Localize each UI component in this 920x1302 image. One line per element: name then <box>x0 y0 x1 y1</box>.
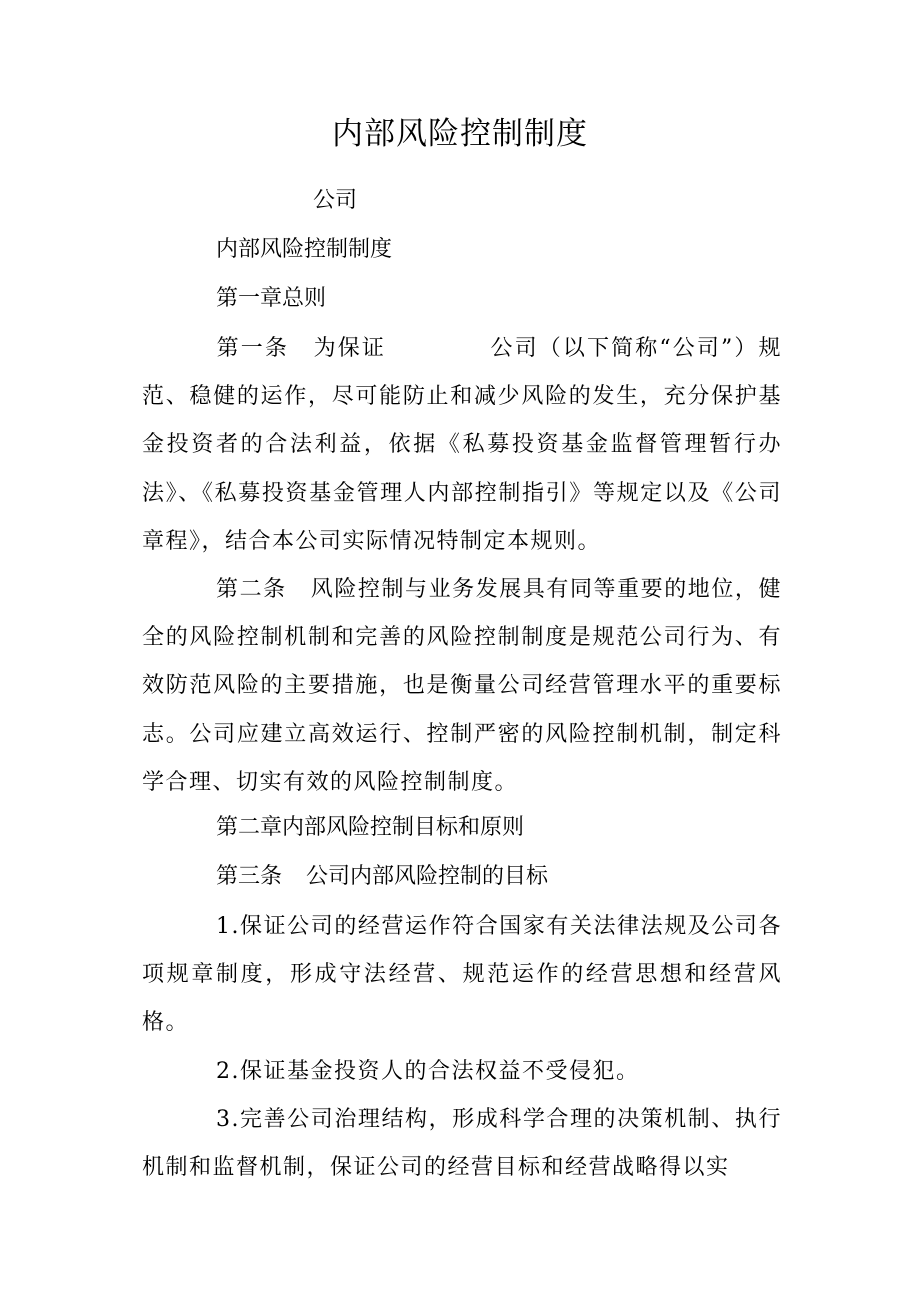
list-item-text: 2.保证基金投资人的合法权益不受侵犯。 <box>216 1059 640 1084</box>
list-item <box>142 1096 782 1192</box>
document-subtitle: 内部风险控制制度 <box>216 237 393 262</box>
list-item <box>142 903 782 1048</box>
chapter-heading-2: 第二章内部风险控制目标和原则 <box>216 815 525 840</box>
article-3-label: 第三条 <box>216 864 283 889</box>
article-3-text: 公司内部风险控制的目标 <box>306 864 549 889</box>
article-2-paragraph <box>142 566 782 807</box>
article-2-label: 第二条 <box>216 577 287 602</box>
article-1-label: 第一条 <box>216 336 289 361</box>
document-title: 内部风险控制制度 <box>332 116 588 152</box>
list-item <box>142 1048 782 1096</box>
chapter-heading-1: 第一章总则 <box>216 286 327 311</box>
company-name-line: 公司 <box>313 188 358 213</box>
article-1-body: 规范、稳健的运作，尽可能防止和减少风险的发生，充分保护基金投资者的合法利益，依据《私募投资基金监督管理暂行办法》、《私募投资基金管理人内部控制指引》等规定以及《公司章程》，结合本公司实际情况特制定本规则。 <box>142 336 782 554</box>
list-item-text: 1.保证公司的经营运作符合国家有关法律法规及公司各项规章制度，形成守法经营、规范运作的经营思想和经营风格。 <box>142 914 782 1036</box>
article-1-part2: 公司（以下简称“公司”） <box>489 336 759 361</box>
article-2-text: 风险控制与业务发展具有同等重要的地位，健全的风险控制机制和完善的风险控制制度是规范公司行为、有效防范风险的主要措施，也是衡量公司经营管理水平的重要标志。公司应建立高效运行、控制严密的风险控制机制，制定科学合理、切实有效的风险控制制度。 <box>142 577 782 795</box>
list-item-text: 3.完善公司治理结构，形成科学合理的决策机制、执行机制和监督机制，保证公司的经营目标和经营战略得以实 <box>142 1107 782 1181</box>
article-1-part1: 为保证 <box>312 336 386 361</box>
article-1-paragraph <box>142 325 782 566</box>
article-3-heading <box>216 862 548 892</box>
